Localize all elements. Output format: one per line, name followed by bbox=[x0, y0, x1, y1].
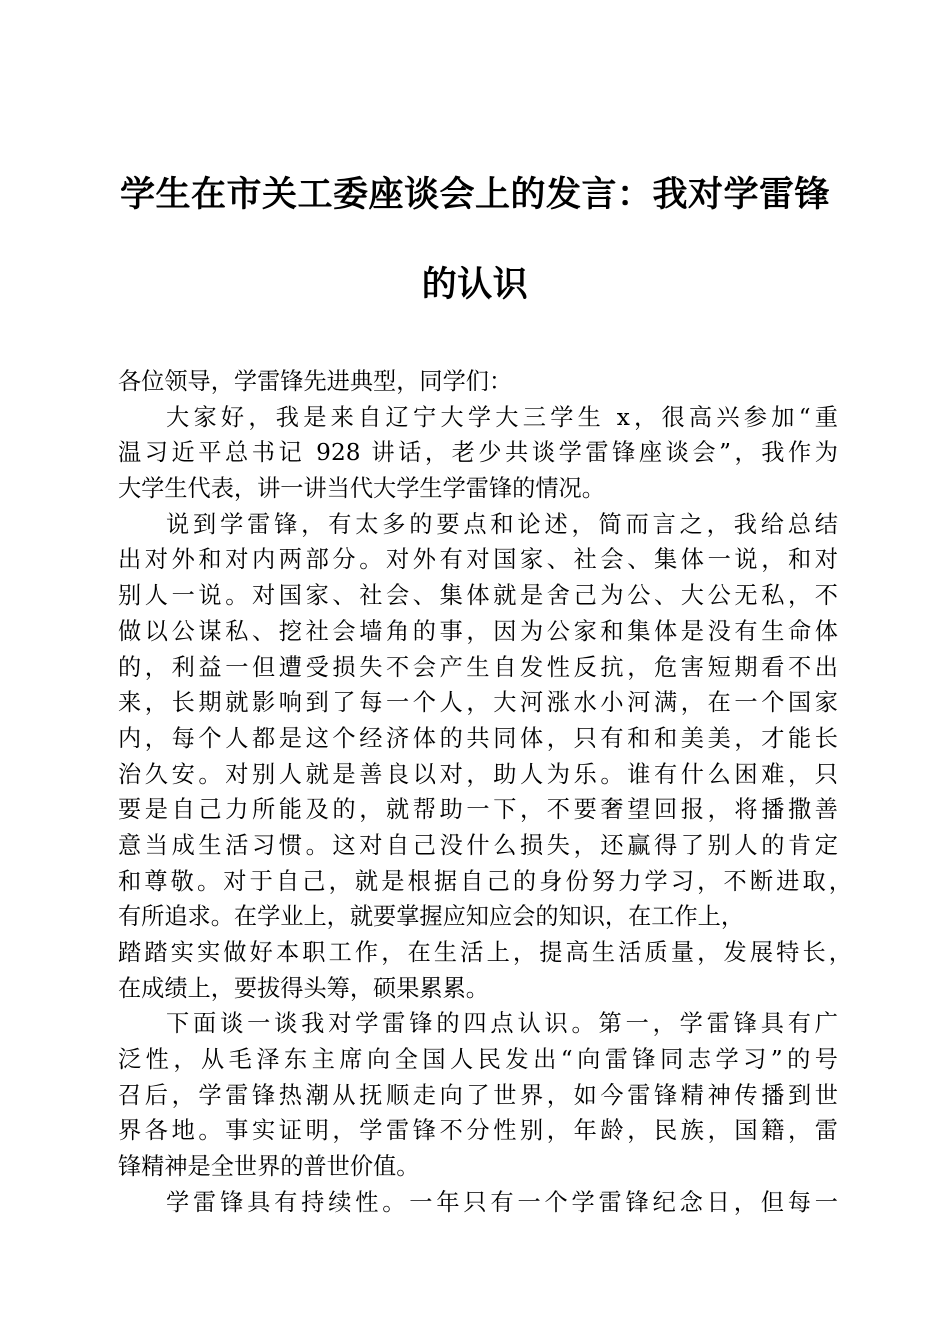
body-line: 出对外和对内两部分。对外有对国家、社会、集体一说，和对 bbox=[118, 546, 838, 574]
body-line: 召后，学雷锋热潮从抚顺走向了世界，如今雷锋精神传播到世 bbox=[118, 1081, 838, 1109]
document-title-line-1: 学生在市关工委座谈会上的发言：我对学雷锋 bbox=[119, 175, 830, 215]
document-body bbox=[118, 364, 852, 1221]
body-line: 治久安。对别人就是善良以对，助人为乐。谁有什么困难，只 bbox=[118, 760, 838, 788]
body-line: 说到学雷锋，有太多的要点和论述，简而言之，我给总结 bbox=[166, 510, 838, 538]
body-line: 大家好，我是来自辽宁大学大三学生 x，很高兴参加“重 bbox=[166, 403, 838, 431]
body-line: 别人一说。对国家、社会、集体就是舍己为公、大公无私，不 bbox=[118, 582, 838, 610]
body-line: 内，每个人都是这个经济体的共同体，只有和和美美，才能长 bbox=[118, 724, 838, 752]
body-line: 大学生代表，讲一讲当代大学生学雷锋的情况。 bbox=[118, 475, 605, 503]
body-line: 温习近平总书记 928 讲话，老少共谈学雷锋座谈会”，我作为 bbox=[118, 439, 838, 467]
body-line: 意当成生活习惯。这对自己没什么损失，还赢得了别人的肯定 bbox=[118, 831, 838, 859]
body-line: 有所追求。在学业上，就要掌握应知应会的知识，在工作上， bbox=[118, 903, 745, 931]
body-line: 下面谈一谈我对学雷锋的四点认识。第一，学雷锋具有广 bbox=[166, 1010, 838, 1038]
document-title-line-2: 的认识 bbox=[421, 265, 529, 305]
body-line: 的，利益一但遭受损失不会产生自发性反抗，危害短期看不出 bbox=[118, 653, 838, 681]
body-line: 在成绩上，要拔得头筹，硕果累累。 bbox=[118, 974, 489, 1002]
salutation-line: 各位领导，学雷锋先进典型，同学们： bbox=[118, 368, 513, 395]
body-line: 锋精神是全世界的普世价值。 bbox=[118, 1153, 420, 1181]
body-line: 做以公谋私、挖社会墙角的事，因为公家和集体是没有生命体 bbox=[118, 617, 838, 645]
body-line: 学雷锋具有持续性。一年只有一个学雷锋纪念日，但每一 bbox=[166, 1188, 838, 1216]
body-line: 踏踏实实做好本职工作，在生活上，提高生活质量，发展特长， bbox=[118, 939, 852, 966]
body-line: 和尊敬。对于自己，就是根据自己的身份努力学习，不断进取， bbox=[118, 867, 852, 895]
body-line: 界各地。事实证明，学雷锋不分性别，年龄，民族，国籍，雷 bbox=[118, 1117, 838, 1145]
body-line: 来，长期就影响到了每一个人，大河涨水小河满，在一个国家 bbox=[118, 689, 838, 717]
body-line: 要是自己力所能及的，就帮助一下，不要奢望回报，将播撒善 bbox=[118, 796, 838, 824]
body-line: 泛性，从毛泽东主席向全国人民发出“向雷锋同志学习”的号 bbox=[118, 1046, 838, 1074]
